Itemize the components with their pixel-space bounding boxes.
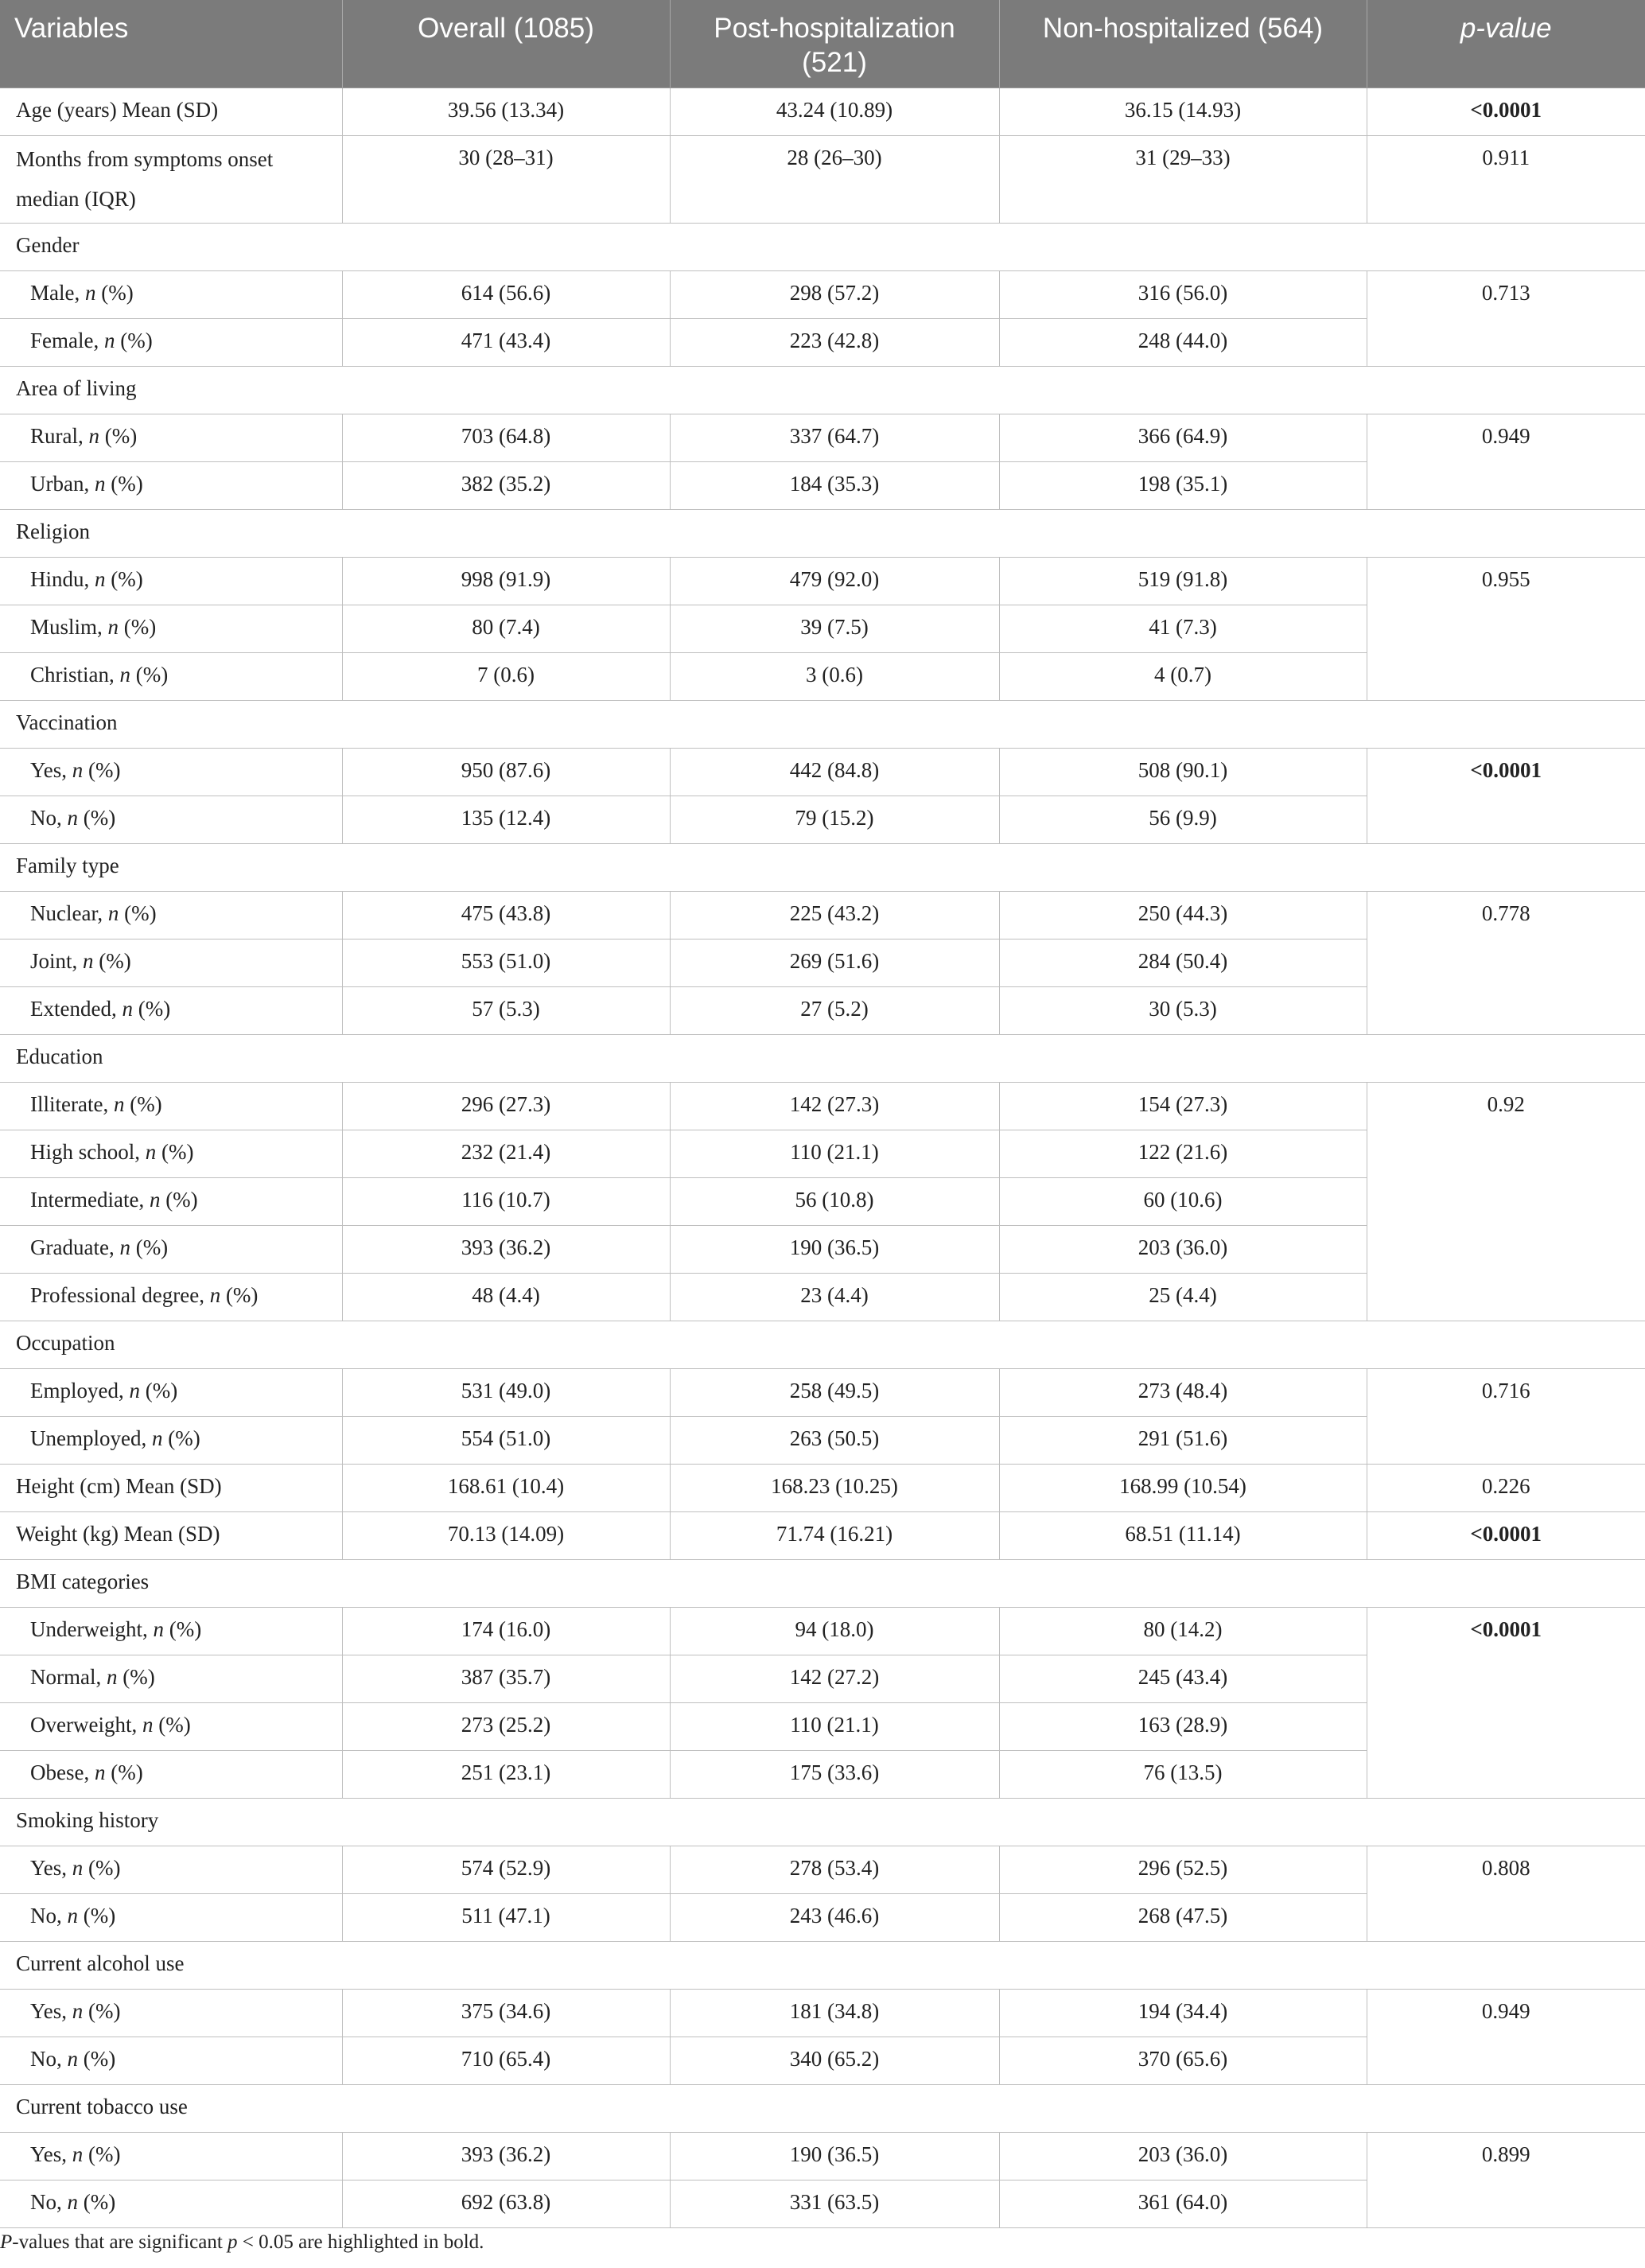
overall-value: 273 (25.2) xyxy=(342,1703,670,1751)
post-hospitalization-value: 190 (36.5) xyxy=(670,2133,999,2180)
post-hospitalization-value: 340 (65.2) xyxy=(670,2037,999,2085)
variable-label xyxy=(0,1083,342,1130)
non-hospitalized-value: 291 (51.6) xyxy=(999,1417,1367,1465)
variable-label-suffix: , n (%) xyxy=(56,806,116,830)
section-label: Education xyxy=(0,1035,1645,1083)
p-value: 0.713 xyxy=(1367,271,1645,367)
overall-value: 168.61 (10.4) xyxy=(342,1465,670,1512)
p-value: 0.949 xyxy=(1367,1990,1645,2085)
post-hospitalization-value: 79 (15.2) xyxy=(670,796,999,844)
post-hospitalization-value: 225 (43.2) xyxy=(670,892,999,939)
post-hospitalization-value: 43.24 (10.89) xyxy=(670,88,999,136)
overall-value: 174 (16.0) xyxy=(342,1608,670,1655)
p-value: <0.0001 xyxy=(1367,88,1645,136)
variable-label xyxy=(0,414,342,462)
variable-label-text: Intermediate xyxy=(30,1188,139,1212)
variable-label-suffix: , n (%) xyxy=(72,949,131,973)
variable-label xyxy=(0,319,342,367)
p-value: <0.0001 xyxy=(1367,1608,1645,1799)
p-value: 0.949 xyxy=(1367,414,1645,510)
variable-label-suffix: , n (%) xyxy=(109,663,169,687)
table-row xyxy=(0,1990,1645,2037)
variable-label-text: No xyxy=(30,2047,56,2071)
variable-label-suffix: , n (%) xyxy=(141,1426,200,1450)
p-value: 0.716 xyxy=(1367,1369,1645,1465)
non-hospitalized-value: 296 (52.5) xyxy=(999,1846,1367,1894)
section-label: Area of living xyxy=(0,367,1645,414)
variable-label xyxy=(0,1608,342,1655)
variable-label-text: Yes xyxy=(30,1999,62,2023)
overall-value: 703 (64.8) xyxy=(342,414,670,462)
non-hospitalized-value: 122 (21.6) xyxy=(999,1130,1367,1178)
variable-label-text: Christian xyxy=(30,663,109,687)
section-row xyxy=(0,1560,1645,1608)
post-hospitalization-value: 110 (21.1) xyxy=(670,1703,999,1751)
post-hospitalization-value: 278 (53.4) xyxy=(670,1846,999,1894)
variable-label xyxy=(0,1846,342,1894)
header-p-value xyxy=(1367,0,1645,88)
variable-label xyxy=(0,1655,342,1703)
non-hospitalized-value: 163 (28.9) xyxy=(999,1703,1367,1751)
variable-label-suffix: , n (%) xyxy=(61,1856,121,1880)
p-value: <0.0001 xyxy=(1367,749,1645,844)
variable-label-text: No xyxy=(30,1904,56,1928)
variable-label-suffix: , n (%) xyxy=(61,758,121,782)
non-hospitalized-value: 36.15 (14.93) xyxy=(999,88,1367,136)
variable-label-text: Obese xyxy=(30,1760,84,1784)
variable-label xyxy=(0,1274,342,1321)
non-hospitalized-value: 80 (14.2) xyxy=(999,1608,1367,1655)
post-hospitalization-value: 168.23 (10.25) xyxy=(670,1465,999,1512)
variable-label xyxy=(0,1417,342,1465)
post-hospitalization-value: 190 (36.5) xyxy=(670,1226,999,1274)
table-row xyxy=(0,414,1645,462)
overall-value: 574 (52.9) xyxy=(342,1846,670,1894)
overall-value: 80 (7.4) xyxy=(342,605,670,653)
variable-label-suffix: , n (%) xyxy=(56,2190,116,2214)
variable-label-suffix: , n (%) xyxy=(95,1665,155,1689)
p-value: 0.778 xyxy=(1367,892,1645,1035)
variable-label-suffix: , n (%) xyxy=(97,615,157,639)
section-label: Current alcohol use xyxy=(0,1942,1645,1990)
overall-value: 614 (56.6) xyxy=(342,271,670,319)
variable-label-text: Overweight xyxy=(30,1713,132,1737)
variable-label-suffix: , n (%) xyxy=(56,1904,116,1928)
non-hospitalized-value: 168.99 (10.54) xyxy=(999,1465,1367,1512)
overall-value: 135 (12.4) xyxy=(342,796,670,844)
variable-label-suffix: , n (%) xyxy=(108,1235,169,1259)
variable-label xyxy=(0,892,342,939)
post-hospitalization-value: 3 (0.6) xyxy=(670,653,999,701)
variable-label-suffix: , n (%) xyxy=(93,329,153,352)
header-row xyxy=(0,0,1645,88)
variable-label-suffix: , n (%) xyxy=(103,1092,162,1116)
non-hospitalized-value: 366 (64.9) xyxy=(999,414,1367,462)
table-row xyxy=(0,88,1645,136)
variable-label-text: No xyxy=(30,2190,56,2214)
variable-label-text: No xyxy=(30,806,56,830)
overall-value: 39.56 (13.34) xyxy=(342,88,670,136)
post-hospitalization-value: 39 (7.5) xyxy=(670,605,999,653)
overall-value: 57 (5.3) xyxy=(342,987,670,1035)
variable-label-text: Muslim xyxy=(30,615,98,639)
variable-label-text: Unemployed xyxy=(30,1426,142,1450)
table-row xyxy=(0,892,1645,939)
overall-value: 393 (36.2) xyxy=(342,2133,670,2180)
variable-label-text: Nuclear xyxy=(30,901,98,925)
table-row xyxy=(0,1512,1645,1560)
overall-value: 387 (35.7) xyxy=(342,1655,670,1703)
overall-value: 375 (34.6) xyxy=(342,1990,670,2037)
header-non-hospitalized: Non-hospitalized (564) xyxy=(999,0,1367,88)
variable-label xyxy=(0,271,342,319)
variable-label-suffix: , n (%) xyxy=(78,424,138,448)
post-hospitalization-value: 28 (26–30) xyxy=(670,136,999,224)
non-hospitalized-value: 268 (47.5) xyxy=(999,1894,1367,1942)
variable-label xyxy=(0,462,342,510)
post-hospitalization-value: 298 (57.2) xyxy=(670,271,999,319)
variable-label xyxy=(0,1130,342,1178)
post-hospitalization-value: 184 (35.3) xyxy=(670,462,999,510)
non-hospitalized-value: 4 (0.7) xyxy=(999,653,1367,701)
variable-label-text: Hindu xyxy=(30,567,84,591)
non-hospitalized-value: 154 (27.3) xyxy=(999,1083,1367,1130)
section-row xyxy=(0,1942,1645,1990)
variable-label-suffix: , n (%) xyxy=(84,567,143,591)
variable-label-text: Yes xyxy=(30,1856,62,1880)
post-hospitalization-value: 175 (33.6) xyxy=(670,1751,999,1799)
variable-label xyxy=(0,1226,342,1274)
variable-label xyxy=(0,987,342,1035)
section-row xyxy=(0,2085,1645,2133)
overall-value: 7 (0.6) xyxy=(342,653,670,701)
header-overall: Overall (1085) xyxy=(342,0,670,88)
non-hospitalized-value: 60 (10.6) xyxy=(999,1178,1367,1226)
section-row xyxy=(0,1321,1645,1369)
table-row xyxy=(0,1465,1645,1512)
table-row xyxy=(0,2133,1645,2180)
variable-label-suffix: , n (%) xyxy=(199,1283,259,1307)
overall-value: 30 (28–31) xyxy=(342,136,670,224)
variable-label-text: Extended xyxy=(30,997,111,1021)
variable-label-suffix: , n (%) xyxy=(111,997,171,1021)
post-hospitalization-value: 110 (21.1) xyxy=(670,1130,999,1178)
variable-label-suffix: , n (%) xyxy=(97,901,157,925)
p-value: 0.808 xyxy=(1367,1846,1645,1942)
variable-label: Age (years) Mean (SD) xyxy=(0,88,342,136)
post-hospitalization-value: 442 (84.8) xyxy=(670,749,999,796)
variable-label xyxy=(0,796,342,844)
variable-label-text: Joint xyxy=(30,949,72,973)
overall-value: 393 (36.2) xyxy=(342,1226,670,1274)
variable-label-suffix: , n (%) xyxy=(134,1140,194,1164)
post-hospitalization-value: 27 (5.2) xyxy=(670,987,999,1035)
overall-value: 710 (65.4) xyxy=(342,2037,670,2085)
table-row xyxy=(0,1369,1645,1417)
non-hospitalized-value: 284 (50.4) xyxy=(999,939,1367,987)
p-value: 0.911 xyxy=(1367,136,1645,224)
post-hospitalization-value: 142 (27.3) xyxy=(670,1083,999,1130)
variable-label-text: Urban xyxy=(30,472,84,496)
variable-label-text: Underweight xyxy=(30,1617,142,1641)
post-hospitalization-value: 479 (92.0) xyxy=(670,558,999,605)
post-hospitalization-value: 223 (42.8) xyxy=(670,319,999,367)
variable-label xyxy=(0,939,342,987)
p-value: 0.226 xyxy=(1367,1465,1645,1512)
overall-value: 553 (51.0) xyxy=(342,939,670,987)
non-hospitalized-value: 30 (5.3) xyxy=(999,987,1367,1035)
non-hospitalized-value: 194 (34.4) xyxy=(999,1990,1367,2037)
overall-value: 70.13 (14.09) xyxy=(342,1512,670,1560)
section-label: Occupation xyxy=(0,1321,1645,1369)
variable-label: Weight (kg) Mean (SD) xyxy=(0,1512,342,1560)
non-hospitalized-value: 361 (64.0) xyxy=(999,2180,1367,2228)
table-row xyxy=(0,271,1645,319)
table-row xyxy=(0,1083,1645,1130)
overall-value: 950 (87.6) xyxy=(342,749,670,796)
overall-value: 296 (27.3) xyxy=(342,1083,670,1130)
variable-label-text: Employed xyxy=(30,1379,119,1402)
non-hospitalized-value: 508 (90.1) xyxy=(999,749,1367,796)
variable-label-text: Graduate xyxy=(30,1235,109,1259)
overall-value: 531 (49.0) xyxy=(342,1369,670,1417)
variable-label-suffix: , n (%) xyxy=(56,2047,116,2071)
non-hospitalized-value: 245 (43.4) xyxy=(999,1655,1367,1703)
variable-label-text: High school xyxy=(30,1140,135,1164)
section-label: Current tobacco use xyxy=(0,2085,1645,2133)
variable-label: Height (cm) Mean (SD) xyxy=(0,1465,342,1512)
section-row xyxy=(0,224,1645,271)
post-hospitalization-value: 331 (63.5) xyxy=(670,2180,999,2228)
section-label: Family type xyxy=(0,844,1645,892)
section-label: Vaccination xyxy=(0,701,1645,749)
section-row xyxy=(0,367,1645,414)
post-hospitalization-value: 23 (4.4) xyxy=(670,1274,999,1321)
section-label: BMI categories xyxy=(0,1560,1645,1608)
overall-value: 48 (4.4) xyxy=(342,1274,670,1321)
variable-label xyxy=(0,558,342,605)
variable-label xyxy=(0,1178,342,1226)
overall-value: 998 (91.9) xyxy=(342,558,670,605)
table-body xyxy=(0,88,1645,2228)
variable-label-suffix: , n (%) xyxy=(61,2142,121,2166)
variable-label xyxy=(0,749,342,796)
variable-label xyxy=(0,1703,342,1751)
table-row xyxy=(0,1846,1645,1894)
overall-value: 116 (10.7) xyxy=(342,1178,670,1226)
post-hospitalization-value: 337 (64.7) xyxy=(670,414,999,462)
header-post-hospitalization: Post-hospitalization (521) xyxy=(670,0,999,88)
variable-label-suffix: , n (%) xyxy=(61,1999,121,2023)
variable-label xyxy=(0,2037,342,2085)
variable-label-text: Illiterate xyxy=(30,1092,103,1116)
table-row xyxy=(0,1608,1645,1655)
non-hospitalized-value: 370 (65.6) xyxy=(999,2037,1367,2085)
non-hospitalized-value: 203 (36.0) xyxy=(999,2133,1367,2180)
header-p-value-text: p-value xyxy=(1460,13,1552,44)
post-hospitalization-value: 263 (50.5) xyxy=(670,1417,999,1465)
non-hospitalized-value: 316 (56.0) xyxy=(999,271,1367,319)
variable-label-suffix: , n (%) xyxy=(84,472,143,496)
section-row xyxy=(0,510,1645,558)
non-hospitalized-value: 273 (48.4) xyxy=(999,1369,1367,1417)
variable-label-text: Yes xyxy=(30,758,62,782)
overall-value: 554 (51.0) xyxy=(342,1417,670,1465)
non-hospitalized-value: 41 (7.3) xyxy=(999,605,1367,653)
post-hospitalization-value: 269 (51.6) xyxy=(670,939,999,987)
table-row xyxy=(0,749,1645,796)
overall-value: 475 (43.8) xyxy=(342,892,670,939)
variable-label xyxy=(0,1751,342,1799)
non-hospitalized-value: 519 (91.8) xyxy=(999,558,1367,605)
section-row xyxy=(0,1035,1645,1083)
variable-label xyxy=(0,605,342,653)
section-label: Gender xyxy=(0,224,1645,271)
non-hospitalized-value: 198 (35.1) xyxy=(999,462,1367,510)
section-label: Religion xyxy=(0,510,1645,558)
variable-label-text: Male xyxy=(30,281,75,305)
post-hospitalization-value: 243 (46.6) xyxy=(670,1894,999,1942)
p-value: <0.0001 xyxy=(1367,1512,1645,1560)
footnote: P-values that are significant p < 0.05 are highlighted in bold. xyxy=(0,2231,484,2253)
variable-label xyxy=(0,1990,342,2037)
variable-label-text: Female xyxy=(30,329,94,352)
non-hospitalized-value: 248 (44.0) xyxy=(999,319,1367,367)
non-hospitalized-value: 25 (4.4) xyxy=(999,1274,1367,1321)
non-hospitalized-value: 68.51 (11.14) xyxy=(999,1512,1367,1560)
section-row xyxy=(0,701,1645,749)
post-hospitalization-value: 56 (10.8) xyxy=(670,1178,999,1226)
table-row xyxy=(0,136,1645,224)
variable-label-text: Rural xyxy=(30,424,78,448)
header-variables: Variables xyxy=(0,0,342,88)
variable-label xyxy=(0,1894,342,1942)
variable-label-text: Professional degree xyxy=(30,1283,200,1307)
post-hospitalization-value: 258 (49.5) xyxy=(670,1369,999,1417)
post-hospitalization-value: 142 (27.2) xyxy=(670,1655,999,1703)
non-hospitalized-value: 203 (36.0) xyxy=(999,1226,1367,1274)
overall-value: 471 (43.4) xyxy=(342,319,670,367)
overall-value: 382 (35.2) xyxy=(342,462,670,510)
overall-value: 511 (47.1) xyxy=(342,1894,670,1942)
p-value: 0.955 xyxy=(1367,558,1645,701)
p-value: 0.92 xyxy=(1367,1083,1645,1321)
variable-label-text: Yes xyxy=(30,2142,62,2166)
overall-value: 692 (63.8) xyxy=(342,2180,670,2228)
non-hospitalized-value: 31 (29–33) xyxy=(999,136,1367,224)
variable-label-suffix: , n (%) xyxy=(74,281,134,305)
variable-label-suffix: , n (%) xyxy=(142,1617,202,1641)
variable-label xyxy=(0,1369,342,1417)
variable-label-suffix: , n (%) xyxy=(118,1379,178,1402)
overall-value: 232 (21.4) xyxy=(342,1130,670,1178)
post-hospitalization-value: 94 (18.0) xyxy=(670,1608,999,1655)
section-row xyxy=(0,844,1645,892)
non-hospitalized-value: 76 (13.5) xyxy=(999,1751,1367,1799)
variable-label xyxy=(0,2180,342,2228)
variable-label-suffix: , n (%) xyxy=(84,1760,143,1784)
section-label: Smoking history xyxy=(0,1799,1645,1846)
non-hospitalized-value: 56 (9.9) xyxy=(999,796,1367,844)
variable-label-text: Normal xyxy=(30,1665,96,1689)
post-hospitalization-value: 181 (34.8) xyxy=(670,1990,999,2037)
variable-label: Months from symptoms onset median (IQR) xyxy=(0,136,342,224)
variable-label xyxy=(0,653,342,701)
variable-label-suffix: , n (%) xyxy=(131,1713,191,1737)
overall-value: 251 (23.1) xyxy=(342,1751,670,1799)
post-hospitalization-value: 71.74 (16.21) xyxy=(670,1512,999,1560)
variable-label-suffix: , n (%) xyxy=(138,1188,198,1212)
p-value: 0.899 xyxy=(1367,2133,1645,2228)
non-hospitalized-value: 250 (44.3) xyxy=(999,892,1367,939)
section-row xyxy=(0,1799,1645,1846)
variable-label xyxy=(0,2133,342,2180)
table-row xyxy=(0,558,1645,605)
